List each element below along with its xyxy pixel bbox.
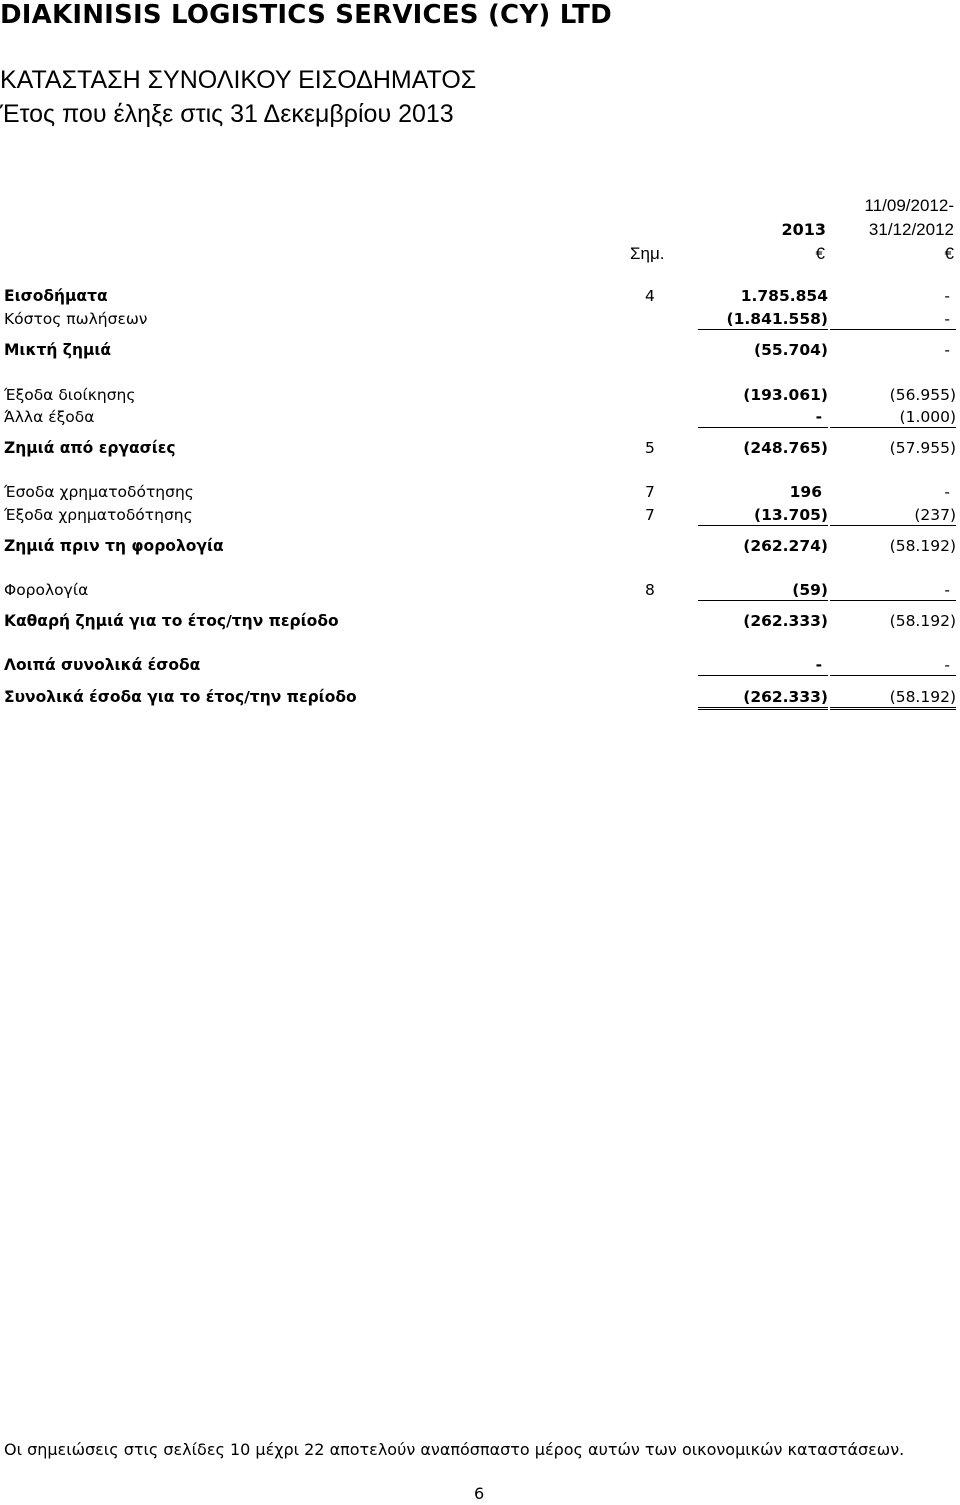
row-net-loss [0, 611, 960, 631]
value-2013: (13.705) [698, 505, 828, 526]
value-2012: - [830, 655, 956, 676]
row-admin-expenses [0, 385, 960, 405]
value-2013: (55.704) [754, 341, 828, 359]
value-2013: - [698, 655, 828, 676]
row-label: Καθαρή ζημιά για το έτος/την περίοδο [4, 612, 339, 630]
row-label: Έσοδα χρηματοδότησης [4, 483, 194, 501]
row-label: Ζημιά από εργασίες [4, 439, 176, 457]
row-label: Ζημιά πριν τη φορολογία [4, 537, 224, 555]
value-2012: (1.000) [830, 407, 956, 428]
period-header-line1: 11/09/2012- [864, 196, 954, 215]
value-2012: (58.192) [889, 612, 956, 630]
row-note: 4 [645, 287, 655, 305]
period-subtitle: Έτος που έληξε στις 31 Δεκεμβρίου 2013 [0, 100, 454, 128]
value-2012: - [944, 287, 950, 305]
value-2012: - [830, 309, 956, 330]
row-loss-before-tax [0, 536, 960, 556]
row-cost-of-sales [0, 309, 960, 329]
note-column-header: Σημ. [630, 244, 665, 263]
value-2012: (57.955) [889, 439, 956, 457]
row-finance-costs [0, 505, 960, 525]
value-2013: (262.333) [743, 612, 828, 630]
row-label: Εισοδήματα [4, 287, 108, 305]
currency-2013: € [815, 244, 825, 263]
year-header-2013: 2013 [781, 220, 826, 239]
value-2013: (262.333) [698, 687, 828, 710]
period-header-line2: 31/12/2012 [868, 220, 954, 239]
value-2012: - [830, 580, 956, 601]
row-note: 7 [645, 483, 655, 501]
row-label: Συνολικά έσοδα για το έτος/την περίοδο [4, 688, 357, 706]
value-2012: (58.192) [889, 537, 956, 555]
row-operating-loss [0, 438, 960, 458]
value-2013: (1.841.558) [698, 309, 828, 330]
value-2012: (58.192) [830, 687, 956, 710]
row-finance-income [0, 482, 960, 502]
currency-2012: € [944, 244, 954, 263]
row-label: Έξοδα διοίκησης [4, 386, 136, 404]
row-label: Λοιπά συνολικά έσοδα [4, 656, 201, 674]
row-note: 7 [645, 506, 655, 524]
value-2012: (237) [830, 505, 956, 526]
value-2013: (59) [698, 580, 828, 601]
row-revenue [0, 286, 960, 306]
row-total-comprehensive-income [0, 687, 960, 707]
statement-title: ΚΑΤΑΣΤΑΣΗ ΣΥΝΟΛΙΚΟΥ ΕΙΣΟΔΗΜΑΤΟΣ [0, 66, 477, 94]
value-2012: - [944, 341, 950, 359]
row-note: 8 [645, 581, 655, 599]
row-other-expenses [0, 407, 960, 427]
value-2013: 196 [789, 483, 822, 501]
value-2013: (193.061) [743, 386, 828, 404]
value-2013: (248.765) [743, 439, 828, 457]
value-2013: (262.274) [743, 537, 828, 555]
row-label: Μικτή ζημιά [4, 341, 112, 359]
row-label: Άλλα έξοδα [4, 408, 95, 426]
company-name: DIAKINISIS LOGISTICS SERVICES (CY) LTD [0, 0, 612, 30]
row-other-comprehensive-income [0, 655, 960, 675]
row-taxation [0, 580, 960, 600]
value-2013: 1.785.854 [740, 287, 828, 305]
footnote: Οι σημειώσεις στις σελίδες 10 μέχρι 22 αποτελούν αναπόσπαστο μέρος αυτών των οικονομικών καταστάσεων. [4, 1440, 905, 1459]
page-number: 6 [474, 1484, 485, 1503]
row-label: Φορολογία [4, 581, 89, 599]
row-note: 5 [645, 439, 655, 457]
row-label: Κόστος πωλήσεων [4, 310, 148, 328]
row-gross-loss [0, 340, 960, 360]
value-2012: - [944, 483, 950, 501]
value-2012: (56.955) [889, 386, 956, 404]
value-2013: - [698, 407, 828, 428]
row-label: Έξοδα χρηματοδότησης [4, 506, 193, 524]
